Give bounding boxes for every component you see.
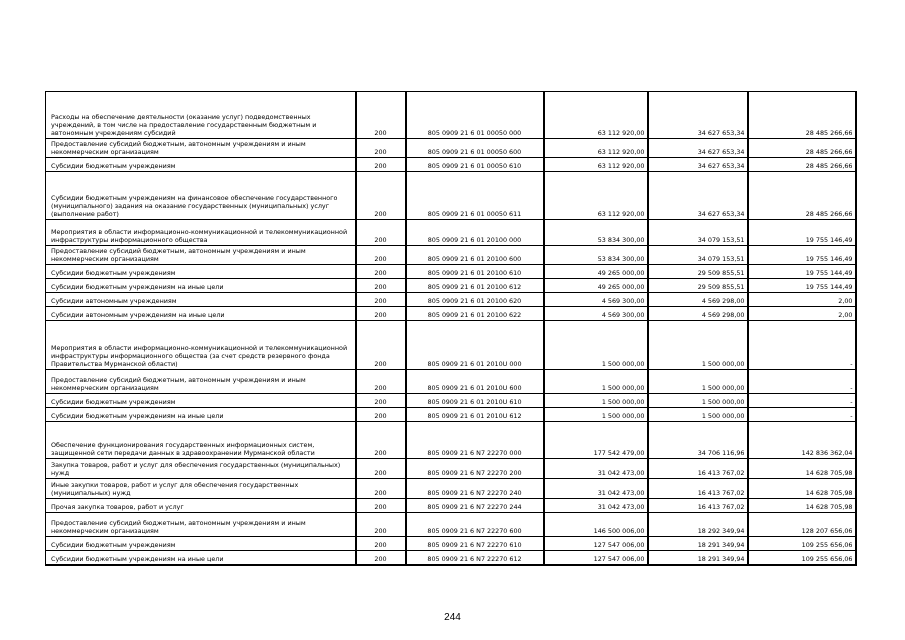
unexecuted-amount-cell: 28 485 266,66 — [748, 139, 856, 158]
item-name-cell: Предоставление субсидий бюджетным, автономным учреждениям и иным некоммерческим организациям — [46, 513, 356, 537]
table-row — [46, 408, 856, 422]
executed-amount-cell: 1 500 000,00 — [648, 408, 748, 422]
table-row — [46, 422, 856, 459]
budget-classification-code-cell: 805 0909 21 6 01 20100 600 — [406, 246, 544, 265]
table-row — [46, 321, 856, 370]
executed-amount-cell: 18 291 349,94 — [648, 551, 748, 565]
line-code-cell: 200 — [356, 172, 406, 220]
line-code-cell: 200 — [356, 551, 406, 565]
page-number: 244 — [444, 612, 461, 623]
line-code-cell: 200 — [356, 394, 406, 408]
approved-amount-cell: 1 500 000,00 — [544, 408, 648, 422]
budget-classification-code-cell: 805 0909 21 6 01 20100 622 — [406, 307, 544, 321]
unexecuted-amount-cell: 19 755 144,49 — [748, 279, 856, 293]
line-code-cell: 200 — [356, 408, 406, 422]
executed-amount-cell: 1 500 000,00 — [648, 394, 748, 408]
item-name-cell: Закупка товаров, работ и услуг для обеспечения государственных (муниципальных) нужд — [46, 459, 356, 479]
approved-amount-cell: 177 542 479,00 — [544, 422, 648, 459]
unexecuted-amount-cell: 109 255 656,06 — [748, 537, 856, 551]
budget-classification-code-cell: 805 0909 21 6 N7 22270 612 — [406, 551, 544, 565]
table-row — [46, 92, 856, 139]
table-row — [46, 279, 856, 293]
table-row — [46, 246, 856, 265]
executed-amount-cell: 16 413 767,02 — [648, 479, 748, 499]
line-code-cell: 200 — [356, 220, 406, 246]
table-row — [46, 370, 856, 394]
item-name-cell: Субсидии бюджетным учреждениям — [46, 537, 356, 551]
unexecuted-amount-cell: 19 755 146,49 — [748, 220, 856, 246]
unexecuted-amount-cell: - — [748, 394, 856, 408]
line-code-cell: 200 — [356, 499, 406, 513]
table-row — [46, 220, 856, 246]
unexecuted-amount-cell: 109 255 656,06 — [748, 551, 856, 565]
executed-amount-cell: 1 500 000,00 — [648, 370, 748, 394]
approved-amount-cell: 146 500 006,00 — [544, 513, 648, 537]
line-code-cell: 200 — [356, 321, 406, 370]
unexecuted-amount-cell: 128 207 656,06 — [748, 513, 856, 537]
unexecuted-amount-cell: 142 836 362,04 — [748, 422, 856, 459]
item-name-cell: Обеспечение функционирования государственных информационных систем, защищенной сети передачи данных в здравоохранении Мурманской области — [46, 422, 356, 459]
table-row — [46, 551, 856, 565]
executed-amount-cell: 34 627 653,34 — [648, 92, 748, 139]
budget-classification-code-cell: 805 0909 21 6 01 00050 000 — [406, 92, 544, 139]
approved-amount-cell: 53 834 300,00 — [544, 246, 648, 265]
budget-classification-code-cell: 805 0909 21 6 N7 22270 600 — [406, 513, 544, 537]
unexecuted-amount-cell: 2,00 — [748, 293, 856, 307]
approved-amount-cell: 49 265 000,00 — [544, 279, 648, 293]
unexecuted-amount-cell: 2,00 — [748, 307, 856, 321]
line-code-cell: 200 — [356, 139, 406, 158]
executed-amount-cell: 4 569 298,00 — [648, 307, 748, 321]
table-row — [46, 172, 856, 220]
budget-classification-code-cell: 805 0909 21 6 01 20100 610 — [406, 265, 544, 279]
executed-amount-cell: 18 292 349,94 — [648, 513, 748, 537]
table-row — [46, 394, 856, 408]
unexecuted-amount-cell: 14 628 705,98 — [748, 499, 856, 513]
budget-classification-code-cell: 805 0909 21 6 N7 22270 244 — [406, 499, 544, 513]
table-row — [46, 479, 856, 499]
executed-amount-cell: 29 509 855,51 — [648, 265, 748, 279]
line-code-cell: 200 — [356, 422, 406, 459]
approved-amount-cell: 63 112 920,00 — [544, 158, 648, 172]
executed-amount-cell: 18 291 349,94 — [648, 537, 748, 551]
unexecuted-amount-cell: 19 755 146,49 — [748, 246, 856, 265]
unexecuted-amount-cell: 28 485 266,66 — [748, 92, 856, 139]
item-name-cell: Мероприятия в области информационно-коммуникационной и телекоммуникационной инфраструктуры информационного общества — [46, 220, 356, 246]
unexecuted-amount-cell: 19 755 144,49 — [748, 265, 856, 279]
unexecuted-amount-cell: - — [748, 408, 856, 422]
approved-amount-cell: 4 569 300,00 — [544, 293, 648, 307]
line-code-cell: 200 — [356, 279, 406, 293]
executed-amount-cell: 34 627 653,34 — [648, 172, 748, 220]
item-name-cell: Расходы на обеспечение деятельности (оказание услуг) подведомственных учреждений, в том числе на предоставление государственным бюджетным и автономным учреждениям субсидий — [46, 92, 356, 139]
item-name-cell: Иные закупки товаров, работ и услуг для обеспечения государственных (муниципальных) нужд — [46, 479, 356, 499]
line-code-cell: 200 — [356, 293, 406, 307]
unexecuted-amount-cell: 14 628 705,98 — [748, 479, 856, 499]
budget-classification-code-cell: 805 0909 21 6 01 20100 000 — [406, 220, 544, 246]
budget-classification-code-cell: 805 0909 21 6 01 2010U 610 — [406, 394, 544, 408]
budget-classification-code-cell: 805 0909 21 6 01 2010U 600 — [406, 370, 544, 394]
table-row — [46, 158, 856, 172]
executed-amount-cell: 34 706 116,96 — [648, 422, 748, 459]
budget-classification-code-cell: 805 0909 21 6 01 2010U 612 — [406, 408, 544, 422]
budget-classification-code-cell: 805 0909 21 6 01 20100 620 — [406, 293, 544, 307]
budget-classification-code-cell: 805 0909 21 6 01 00050 610 — [406, 158, 544, 172]
approved-amount-cell: 127 547 006,00 — [544, 551, 648, 565]
item-name-cell: Предоставление субсидий бюджетным, автономным учреждениям и иным некоммерческим организациям — [46, 246, 356, 265]
budget-classification-code-cell: 805 0909 21 6 01 20100 612 — [406, 279, 544, 293]
table-row — [46, 265, 856, 279]
executed-amount-cell: 16 413 767,02 — [648, 459, 748, 479]
item-name-cell: Предоставление субсидий бюджетным, автономным учреждениям и иным некоммерческим организациям — [46, 139, 356, 158]
table-row — [46, 537, 856, 551]
item-name-cell: Субсидии бюджетным учреждениям на иные цели — [46, 279, 356, 293]
approved-amount-cell: 49 265 000,00 — [544, 265, 648, 279]
unexecuted-amount-cell: 28 485 266,66 — [748, 158, 856, 172]
line-code-cell: 200 — [356, 537, 406, 551]
item-name-cell: Субсидии бюджетным учреждениям на иные цели — [46, 551, 356, 565]
item-name-cell: Субсидии бюджетным учреждениям — [46, 394, 356, 408]
item-name-cell: Субсидии автономным учреждениям на иные цели — [46, 307, 356, 321]
budget-execution-table — [45, 91, 857, 566]
budget-classification-code-cell: 805 0909 21 6 N7 22270 610 — [406, 537, 544, 551]
line-code-cell: 200 — [356, 307, 406, 321]
line-code-cell: 200 — [356, 265, 406, 279]
item-name-cell: Субсидии автономным учреждениям — [46, 293, 356, 307]
budget-classification-code-cell: 805 0909 21 6 N7 22270 200 — [406, 459, 544, 479]
approved-amount-cell: 63 112 920,00 — [544, 172, 648, 220]
executed-amount-cell: 34 079 153,51 — [648, 246, 748, 265]
line-code-cell: 200 — [356, 370, 406, 394]
budget-classification-code-cell: 805 0909 21 6 01 00050 611 — [406, 172, 544, 220]
executed-amount-cell: 34 627 653,34 — [648, 158, 748, 172]
budget-classification-code-cell: 805 0909 21 6 N7 22270 240 — [406, 479, 544, 499]
approved-amount-cell: 63 112 920,00 — [544, 92, 648, 139]
approved-amount-cell: 1 500 000,00 — [544, 370, 648, 394]
unexecuted-amount-cell: - — [748, 370, 856, 394]
budget-classification-code-cell: 805 0909 21 6 01 00050 600 — [406, 139, 544, 158]
approved-amount-cell: 4 569 300,00 — [544, 307, 648, 321]
table-row — [46, 513, 856, 537]
item-name-cell: Субсидии бюджетным учреждениям — [46, 265, 356, 279]
approved-amount-cell: 127 547 006,00 — [544, 537, 648, 551]
unexecuted-amount-cell: 28 485 266,66 — [748, 172, 856, 220]
approved-amount-cell: 31 042 473,00 — [544, 499, 648, 513]
table-row — [46, 293, 856, 307]
item-name-cell: Мероприятия в области информационно-коммуникационной и телекоммуникационной инфраструктуры информационного общества (за счет средств резервного фонда Правительства Мурманской области) — [46, 321, 356, 370]
table-row — [46, 499, 856, 513]
line-code-cell: 200 — [356, 158, 406, 172]
budget-classification-code-cell: 805 0909 21 6 N7 22270 000 — [406, 422, 544, 459]
approved-amount-cell: 31 042 473,00 — [544, 459, 648, 479]
executed-amount-cell: 1 500 000,00 — [648, 321, 748, 370]
table-row — [46, 139, 856, 158]
unexecuted-amount-cell: 14 628 705,98 — [748, 459, 856, 479]
item-name-cell: Субсидии бюджетным учреждениям на иные цели — [46, 408, 356, 422]
executed-amount-cell: 34 079 153,51 — [648, 220, 748, 246]
item-name-cell: Субсидии бюджетным учреждениям на финансовое обеспечение государственного (муниципального) задания на оказание государственных (муниципальных) услуг (выполнение работ) — [46, 172, 356, 220]
item-name-cell: Субсидии бюджетным учреждениям — [46, 158, 356, 172]
approved-amount-cell: 53 834 300,00 — [544, 220, 648, 246]
executed-amount-cell: 16 413 767,02 — [648, 499, 748, 513]
table-body — [46, 92, 856, 565]
line-code-cell: 200 — [356, 479, 406, 499]
item-name-cell: Предоставление субсидий бюджетным, автономным учреждениям и иным некоммерческим организациям — [46, 370, 356, 394]
table-row — [46, 459, 856, 479]
executed-amount-cell: 34 627 653,34 — [648, 139, 748, 158]
approved-amount-cell: 1 500 000,00 — [544, 394, 648, 408]
table-row — [46, 307, 856, 321]
line-code-cell: 200 — [356, 92, 406, 139]
item-name-cell: Прочая закупка товаров, работ и услуг — [46, 499, 356, 513]
line-code-cell: 200 — [356, 459, 406, 479]
approved-amount-cell: 63 112 920,00 — [544, 139, 648, 158]
budget-classification-code-cell: 805 0909 21 6 01 2010U 000 — [406, 321, 544, 370]
executed-amount-cell: 29 509 855,51 — [648, 279, 748, 293]
approved-amount-cell: 1 500 000,00 — [544, 321, 648, 370]
executed-amount-cell: 4 569 298,00 — [648, 293, 748, 307]
unexecuted-amount-cell: - — [748, 321, 856, 370]
line-code-cell: 200 — [356, 246, 406, 265]
line-code-cell: 200 — [356, 513, 406, 537]
approved-amount-cell: 31 042 473,00 — [544, 479, 648, 499]
